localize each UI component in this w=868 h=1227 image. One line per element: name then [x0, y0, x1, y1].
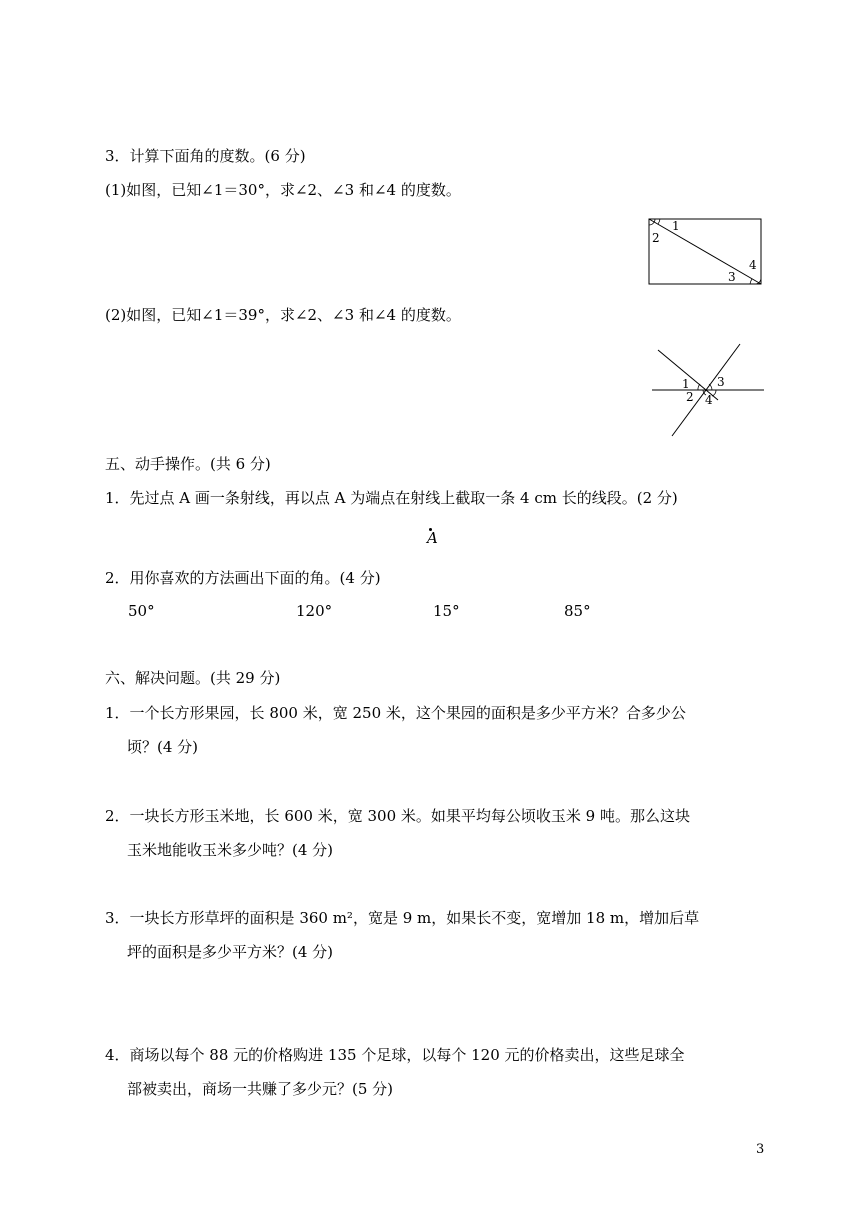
section5-heading: 五、动手操作。(共 6 分)	[105, 455, 271, 473]
fig2-label-1: 1	[682, 377, 690, 391]
angle-50: 50°	[128, 602, 155, 620]
fig2-label-4: 4	[705, 393, 713, 407]
problem2-line1: 2．一块长方形玉米地，长 600 米，宽 300 米。如果平均每公顷收玉米 9 吨。那么这块	[105, 807, 690, 825]
fig1-label-3: 3	[728, 270, 736, 284]
point-a-label: A	[427, 529, 438, 547]
rectangle-diagonal-figure	[646, 214, 766, 290]
section3-question1: (1)如图，已知∠1＝30°，求∠2、∠3 和∠4 的度数。	[105, 181, 461, 199]
section5-question1: 1．先过点 A 画一条射线，再以点 A 为端点在射线上截取一条 4 cm 长的线段。(2 分)	[105, 489, 678, 507]
section3-heading: 3．计算下面角的度数。(6 分)	[105, 147, 306, 165]
section5-question2: 2．用你喜欢的方法画出下面的角。(4 分)	[105, 569, 381, 587]
section6-heading: 六、解决问题。(共 29 分)	[105, 669, 281, 687]
fig2-label-3: 3	[717, 375, 725, 389]
fig2-label-2: 2	[686, 390, 694, 404]
problem3-line1: 3．一块长方形草坪的面积是 360 m²，宽是 9 m，如果长不变，宽增加 18 m，增加后草	[105, 909, 700, 927]
problem1-line2: 顷？(4 分)	[127, 738, 199, 756]
problem4-line1: 4．商场以每个 88 元的价格购进 135 个足球，以每个 120 元的价格卖出，这些足球全	[105, 1046, 685, 1064]
section3-question2: (2)如图，已知∠1＝39°，求∠2、∠3 和∠4 的度数。	[105, 306, 461, 324]
problem2-line2: 玉米地能收玉米多少吨？(4 分)	[127, 841, 334, 859]
fig1-label-4: 4	[749, 258, 757, 272]
fig1-label-1: 1	[672, 219, 680, 233]
angle-15: 15°	[433, 602, 460, 620]
problem4-line2: 部被卖出，商场一共赚了多少元？(5 分)	[127, 1080, 394, 1098]
angle-120: 120°	[296, 602, 333, 620]
page-number: 3	[756, 1142, 765, 1157]
intersecting-lines-figure	[648, 342, 766, 438]
angle-85: 85°	[564, 602, 591, 620]
problem1-line1: 1．一个长方形果园，长 800 米，宽 250 米，这个果园的面积是多少平方米？合多少公	[105, 704, 686, 722]
fig1-label-2: 2	[652, 231, 660, 245]
problem3-line2: 坪的面积是多少平方米？(4 分)	[127, 943, 334, 961]
